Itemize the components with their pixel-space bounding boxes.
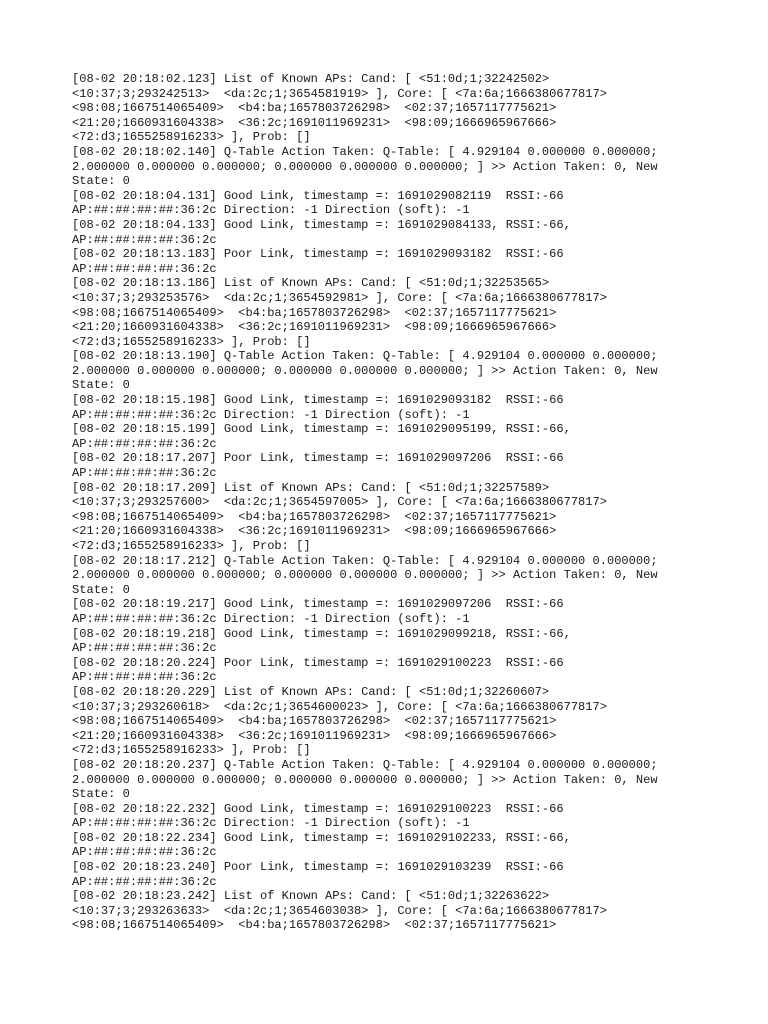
log-line: [08-02 20:18:13.183] Poor Link, timestamp =: 1691029093182 RSSI:-66 xyxy=(72,247,564,262)
log-line: <10:37;3;293257600> <da:2c;1;3654597005> ], Core: [ <7a:6a;1666380677817> xyxy=(72,495,607,510)
log-line: [08-02 20:18:13.190] Q-Table Action Taken: Q-Table: [ 4.929104 0.000000 0.000000; xyxy=(72,349,658,364)
log-line: AP:##:##:##:##:36:2c Direction: -1 Direction (soft): -1 xyxy=(72,407,470,422)
log-line: [08-02 20:18:15.199] Good Link, timestamp =: 1691029095199, RSSI:-66, xyxy=(72,422,571,437)
log-line: 2.000000 0.000000 0.000000; 0.000000 0.000000 0.000000; ] >> Action Taken: 0, New xyxy=(72,363,658,378)
log-line: <10:37;3;293253576> <da:2c;1;3654592981> ], Core: [ <7a:6a;1666380677817> xyxy=(72,290,607,305)
log-line: AP:##:##:##:##:36:2c xyxy=(72,232,217,247)
log-line: <10:37;3;293242513> <da:2c;1;3654581919> ], Core: [ <7a:6a;1666380677817> xyxy=(72,86,607,101)
log-line: 2.000000 0.000000 0.000000; 0.000000 0.000000 0.000000; ] >> Action Taken: 0, New xyxy=(72,568,658,583)
log-text-block xyxy=(72,72,696,933)
log-line: AP:##:##:##:##:36:2c xyxy=(72,845,217,860)
log-line: AP:##:##:##:##:36:2c xyxy=(72,466,217,481)
log-line: <72:d3;1655258916233> ], Prob: [] xyxy=(72,539,311,553)
log-line: <21:20;1660931604338> <36:2c;1691011969231> <98:09;1666965967666> xyxy=(72,524,557,539)
log-line: <98:08;1667514065409> <b4:ba;1657803726298> <02:37;1657117775621> xyxy=(72,509,557,524)
log-line: AP:##:##:##:##:36:2c xyxy=(72,261,217,276)
log-line: [08-02 20:18:13.186] List of Known APs: Cand: [ <51:0d;1;32253565> xyxy=(72,276,550,291)
log-line: <72:d3;1655258916233> ], Prob: [] xyxy=(72,130,311,145)
log-line: [08-02 20:18:19.218] Good Link, timestamp =: 1691029099218, RSSI:-66, xyxy=(72,626,571,641)
log-line: AP:##:##:##:##:36:2c xyxy=(72,436,217,451)
log-line: AP:##:##:##:##:36:2c xyxy=(72,874,217,889)
log-line: [08-02 20:18:22.234] Good Link, timestamp =: 1691029102233, RSSI:-66, xyxy=(72,830,571,845)
log-line: <21:20;1660931604338> <36:2c;1691011969231> <98:09;1666965967666> xyxy=(72,115,557,130)
log-line: State: 0 xyxy=(72,378,130,393)
log-line: 2.000000 0.000000 0.000000; 0.000000 0.000000 0.000000; ] >> Action Taken: 0, New xyxy=(72,772,658,787)
log-line: AP:##:##:##:##:36:2c Direction: -1 Direction (soft): -1 xyxy=(72,816,470,831)
log-line: <98:08;1667514065409> <b4:ba;1657803726298> <02:37;1657117775621> xyxy=(72,101,557,116)
log-line: [08-02 20:18:17.212] Q-Table Action Taken: Q-Table: [ 4.929104 0.000000 0.000000; xyxy=(72,553,658,568)
log-line: [08-02 20:18:17.209] List of Known APs: Cand: [ <51:0d;1;32257589> xyxy=(72,480,550,495)
log-line: <10:37;3;293260618> <da:2c;1;3654600023> ], Core: [ <7a:6a;1666380677817> xyxy=(72,699,607,714)
log-line: [08-02 20:18:02.123] List of Known APs: Cand: [ <51:0d;1;32242502> xyxy=(72,72,550,86)
log-line: [08-02 20:18:23.242] List of Known APs: Cand: [ <51:0d;1;32263622> xyxy=(72,889,550,904)
log-line: [08-02 20:18:02.140] Q-Table Action Taken: Q-Table: [ 4.929104 0.000000 0.000000; xyxy=(72,144,658,159)
log-line: <21:20;1660931604338> <36:2c;1691011969231> <98:09;1666965967666> xyxy=(72,728,557,743)
log-line: [08-02 20:18:20.229] List of Known APs: Cand: [ <51:0d;1;32260607> xyxy=(72,684,550,699)
log-line: [08-02 20:18:19.217] Good Link, timestamp =: 1691029097206 RSSI:-66 xyxy=(72,597,564,612)
log-line: [08-02 20:18:04.131] Good Link, timestamp =: 1691029082119 RSSI:-66 xyxy=(72,188,564,203)
log-line: [08-02 20:18:20.237] Q-Table Action Taken: Q-Table: [ 4.929104 0.000000 0.000000; xyxy=(72,757,658,772)
log-line: <98:08;1667514065409> <b4:ba;1657803726298> <02:37;1657117775621> xyxy=(72,714,557,729)
log-line: [08-02 20:18:04.133] Good Link, timestamp =: 1691029084133, RSSI:-66, xyxy=(72,217,571,232)
log-line: [08-02 20:18:22.232] Good Link, timestamp =: 1691029100223 RSSI:-66 xyxy=(72,801,564,816)
log-line: <72:d3;1655258916233> ], Prob: [] xyxy=(72,743,311,758)
log-line: State: 0 xyxy=(72,582,130,597)
log-line: [08-02 20:18:17.207] Poor Link, timestamp =: 1691029097206 RSSI:-66 xyxy=(72,451,564,466)
log-line: [08-02 20:18:15.198] Good Link, timestamp =: 1691029093182 RSSI:-66 xyxy=(72,393,564,408)
log-line: AP:##:##:##:##:36:2c Direction: -1 Direction (soft): -1 xyxy=(72,203,470,218)
log-line: [08-02 20:18:23.240] Poor Link, timestamp =: 1691029103239 RSSI:-66 xyxy=(72,860,564,875)
log-line: <98:08;1667514065409> <b4:ba;1657803726298> <02:37;1657117775621> xyxy=(72,305,557,320)
log-line: State: 0 xyxy=(72,787,130,802)
log-line: 2.000000 0.000000 0.000000; 0.000000 0.000000 0.000000; ] >> Action Taken: 0, New xyxy=(72,159,658,174)
log-line: AP:##:##:##:##:36:2c Direction: -1 Direction (soft): -1 xyxy=(72,611,470,626)
log-line: <10:37;3;293263633> <da:2c;1;3654603038> ], Core: [ <7a:6a;1666380677817> xyxy=(72,903,607,918)
log-line: State: 0 xyxy=(72,174,130,189)
log-line: <21:20;1660931604338> <36:2c;1691011969231> <98:09;1666965967666> xyxy=(72,320,557,335)
log-line: AP:##:##:##:##:36:2c xyxy=(72,670,217,685)
log-line: <98:08;1667514065409> <b4:ba;1657803726298> <02:37;1657117775621> xyxy=(72,918,557,933)
log-line: AP:##:##:##:##:36:2c xyxy=(72,641,217,656)
log-line: <72:d3;1655258916233> ], Prob: [] xyxy=(72,334,311,349)
log-line: [08-02 20:18:20.224] Poor Link, timestamp =: 1691029100223 RSSI:-66 xyxy=(72,655,564,670)
